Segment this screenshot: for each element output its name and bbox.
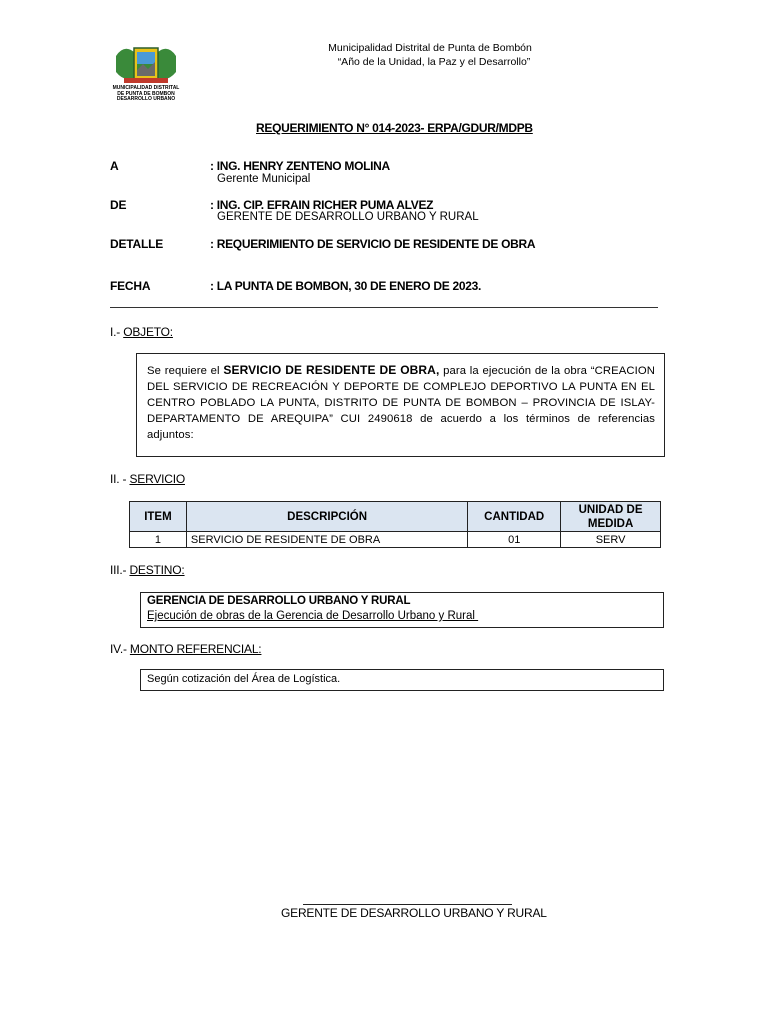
field-de-label: DE <box>110 198 127 212</box>
logo-caption-line: MUNICIPALIDAD DISTRITAL <box>112 85 180 91</box>
monto-box <box>140 669 664 691</box>
logo-caption <box>104 86 188 103</box>
objeto-text-rest: para la ejecución de la obra “CREACION DEL SERVICIO DE RECREACIÓN Y DEPORTE DE COMPLEJO DEPORTIVO LA PUNTA EN EL CENTRO POBLADO LA PUNTA, DISTRITO DE PUNTA DE BOMBON – PROVINCIA DE ISLAY- DEPARTAMENTO DE AREQUIPA” CUI 2490618 de acuerdo a los términos de referencias adjuntos: <box>147 365 655 441</box>
section-prefix: I.- <box>110 325 124 339</box>
field-fecha-label: FECHA <box>110 279 151 293</box>
section-monto-heading <box>110 642 261 656</box>
section-prefix: III.- <box>110 563 130 577</box>
column-header: ITEM <box>130 502 187 532</box>
objeto-text-start: Se requiere el <box>147 365 224 377</box>
section-servicio-heading <box>110 472 185 486</box>
field-a-value: : ING. HENRY ZENTENO MOLINA <box>210 159 390 173</box>
institution-name: Municipalidad Distrital de Punta de Bombón <box>328 42 532 54</box>
column-header: UNIDAD DE MEDIDA <box>561 502 661 532</box>
signature-title: GERENTE DE DESARROLLO URBANO Y RURAL <box>281 906 547 920</box>
section-prefix: IV.- <box>110 642 130 656</box>
field-a-label: A <box>110 159 119 173</box>
column-header: DESCRIPCIÓN <box>186 502 467 532</box>
column-header: CANTIDAD <box>468 502 561 532</box>
table-row <box>130 532 661 548</box>
table-cell: 01 <box>468 532 561 548</box>
field-a-sub: Gerente Municipal <box>217 173 311 185</box>
field-fecha-value: : LA PUNTA DE BOMBON, 30 DE ENERO DE 2023. <box>210 279 482 293</box>
destino-line-2: Ejecución de obras de la Gerencia de Desarrollo Urbano y Rural <box>147 610 479 622</box>
field-detalle-label: DETALLE <box>110 237 164 251</box>
section-prefix: II. - <box>110 472 130 486</box>
objeto-box <box>136 353 665 457</box>
field-de-sub: GERENTE DE DESARROLLO URBANO Y RURAL <box>217 211 479 223</box>
table-cell: SERV <box>561 532 661 548</box>
logo-caption-line: DE PUNTA DE BOMBON <box>117 90 175 97</box>
section-title: OBJETO: <box>123 325 173 339</box>
objeto-text-bold: SERVICIO DE RESIDENTE DE OBRA, <box>223 363 440 377</box>
document-title: REQUERIMIENTO N° 014-2023- ERPA/GDUR/MDPB <box>256 121 533 135</box>
destino-box <box>140 592 664 628</box>
destino-line-1: GERENCIA DE DESARROLLO URBANO Y RURAL <box>147 595 411 607</box>
table-cell: 1 <box>130 532 187 548</box>
table-header-row <box>130 502 661 532</box>
header-divider <box>110 307 658 308</box>
section-title: DESTINO: <box>129 563 185 577</box>
year-motto: “Año de la Unidad, la Paz y el Desarrollo” <box>337 56 531 68</box>
section-title: MONTO REFERENCIAL: <box>129 642 262 656</box>
section-title: SERVICIO <box>129 472 185 486</box>
logo-caption-line: DESARROLLO URBANO <box>116 96 176 102</box>
signature-line <box>303 904 512 905</box>
monto-text: Según cotización del Área de Logística. <box>147 673 341 685</box>
section-objeto-heading <box>110 325 173 339</box>
field-de-value: : ING. CIP. EFRAIN RICHER PUMA ALVEZ <box>210 198 434 212</box>
field-detalle-value: : REQUERIMIENTO DE SERVICIO DE RESIDENTE DE OBRA <box>210 237 536 251</box>
section-destino-heading <box>110 563 185 577</box>
servicio-table <box>129 501 661 548</box>
table-cell: SERVICIO DE RESIDENTE DE OBRA <box>186 532 467 548</box>
